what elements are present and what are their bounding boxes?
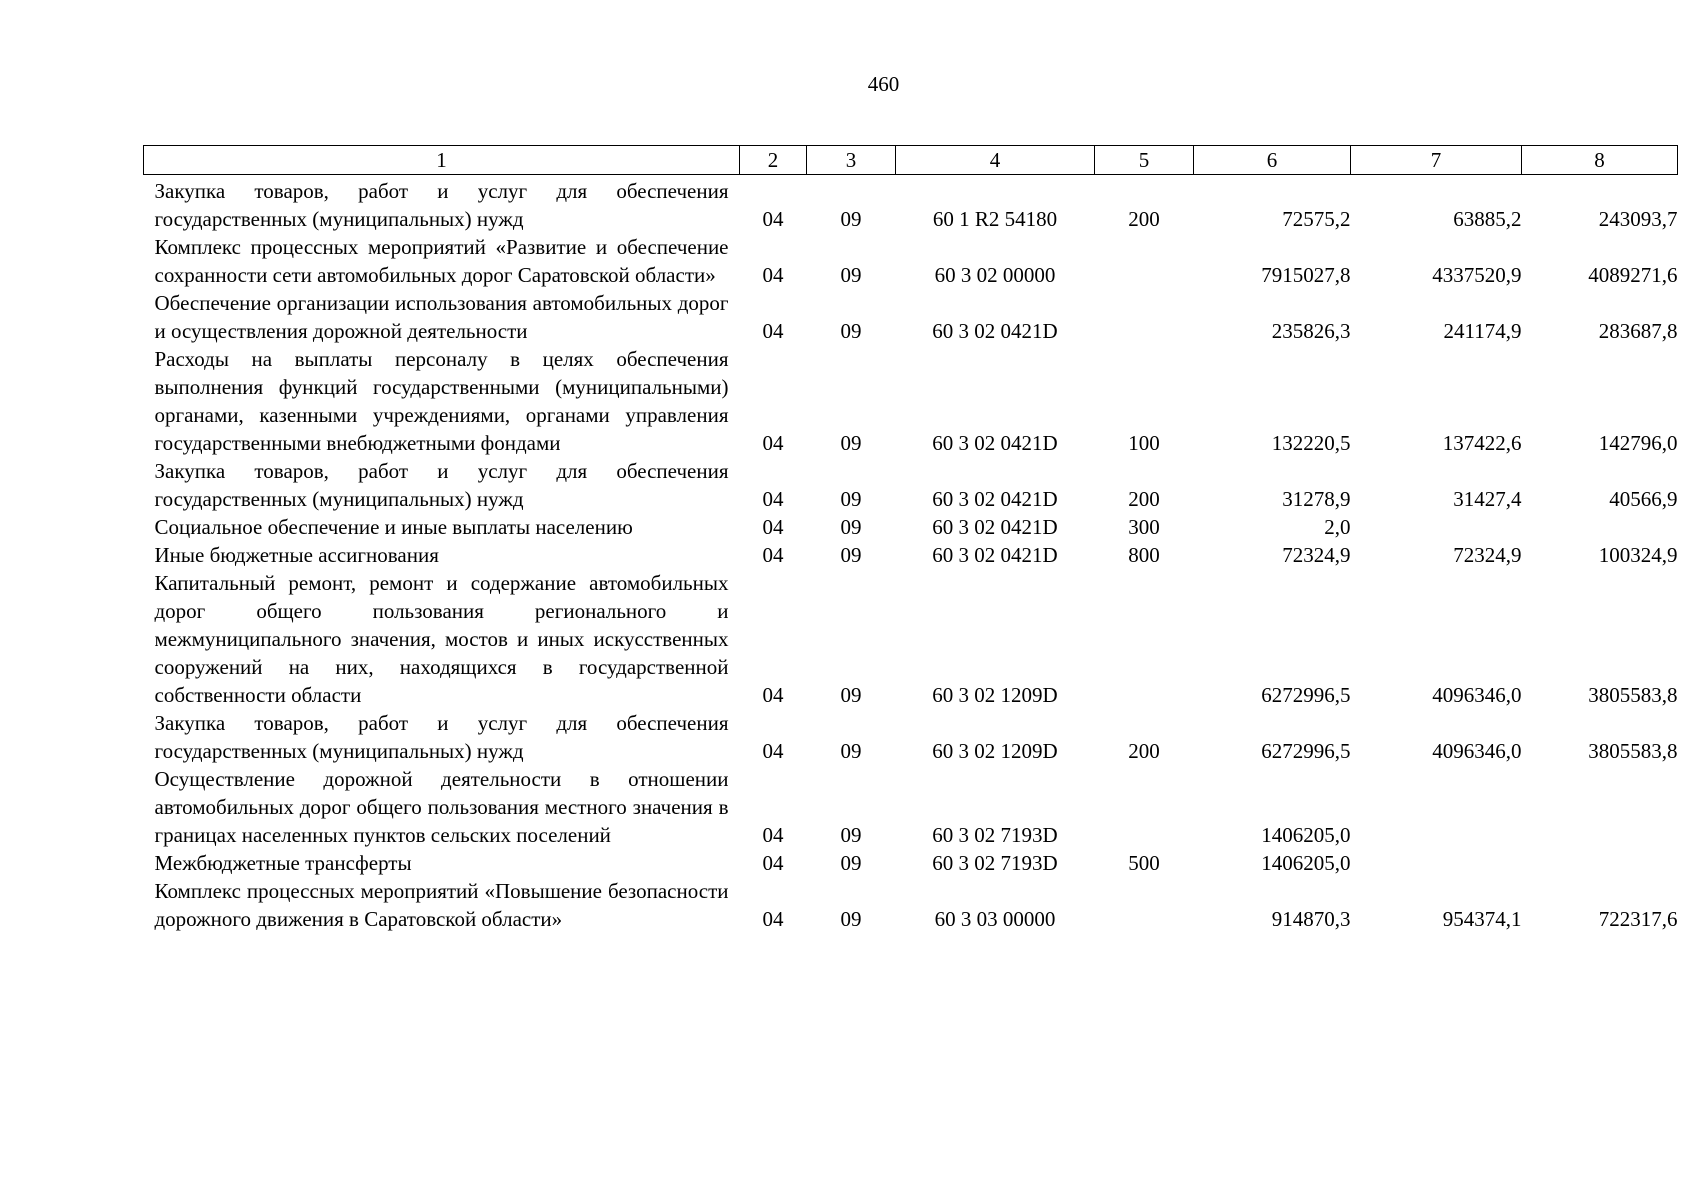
table-row bbox=[144, 457, 1678, 513]
table-row bbox=[144, 175, 1678, 234]
section-code: 04 bbox=[762, 515, 784, 539]
amount-col-6: 7915027,8 bbox=[1261, 263, 1351, 287]
subsection-code: 09 bbox=[840, 515, 862, 539]
amount-col-8: 100324,9 bbox=[1598, 543, 1678, 567]
section-code: 04 bbox=[762, 543, 784, 567]
expense-name: Капитальный ремонт, ремонт и содержание автомобильных дорог общего пользования регионального и межмуниципального значения, мостов и иных искусственных сооружений на них, находящихся в государственной собственности области bbox=[154, 571, 729, 707]
subsection-code: 09 bbox=[840, 907, 862, 931]
subsection-code: 09 bbox=[840, 851, 862, 875]
expense-type-code: 100 bbox=[1128, 431, 1160, 455]
table-row bbox=[144, 233, 1678, 289]
amount-col-6: 1406205,0 bbox=[1261, 823, 1351, 847]
amount-col-8: 40566,9 bbox=[1609, 487, 1678, 511]
section-code: 04 bbox=[762, 207, 784, 231]
target-article-code: 60 3 03 00000 bbox=[934, 907, 1056, 931]
amount-col-7: 63885,2 bbox=[1453, 207, 1522, 231]
amount-col-7: 954374,1 bbox=[1442, 907, 1522, 931]
subsection-code: 09 bbox=[840, 319, 862, 343]
header-cell: 7 bbox=[1351, 146, 1522, 175]
header-cell: 3 bbox=[807, 146, 896, 175]
expense-name: Расходы на выплаты персоналу в целях обеспечения выполнения функций государственными (муниципальными) органами, казенными учреждениями, органами управления государственными внебюджетными фондами bbox=[154, 347, 729, 455]
amount-col-8 bbox=[1522, 513, 1678, 541]
amount-col-7: 4096346,0 bbox=[1432, 683, 1522, 707]
amount-col-8: 3805583,8 bbox=[1588, 739, 1678, 763]
subsection-code: 09 bbox=[840, 207, 862, 231]
header-cell: 6 bbox=[1194, 146, 1351, 175]
target-article-code: 60 3 02 0421D bbox=[932, 319, 1058, 343]
target-article-code: 60 3 02 7193D bbox=[932, 851, 1058, 875]
amount-col-8: 243093,7 bbox=[1598, 207, 1678, 231]
expense-type-code bbox=[1095, 877, 1194, 933]
expense-type-code: 300 bbox=[1128, 515, 1160, 539]
expense-name: Межбюджетные трансферты bbox=[154, 851, 412, 875]
subsection-code: 09 bbox=[840, 683, 862, 707]
table-row bbox=[144, 513, 1678, 541]
amount-col-6: 31278,9 bbox=[1282, 487, 1351, 511]
amount-col-7: 4337520,9 bbox=[1432, 263, 1522, 287]
amount-col-7: 241174,9 bbox=[1443, 319, 1522, 343]
amount-col-6: 2,0 bbox=[1324, 515, 1351, 539]
header-row bbox=[144, 146, 1678, 175]
expense-type-code: 800 bbox=[1128, 543, 1160, 567]
amount-col-8: 142796,0 bbox=[1598, 431, 1678, 455]
target-article-code: 60 3 02 1209D bbox=[932, 683, 1058, 707]
amount-col-7 bbox=[1351, 765, 1522, 849]
expense-name: Комплекс процессных мероприятий «Повышение безопасности дорожного движения в Саратовской области» bbox=[154, 879, 729, 931]
amount-col-6: 72324,9 bbox=[1282, 543, 1351, 567]
header-cell: 8 bbox=[1522, 146, 1678, 175]
amount-col-6: 6272996,5 bbox=[1261, 739, 1351, 763]
expense-name: Иные бюджетные ассигнования bbox=[154, 543, 439, 567]
budget-table bbox=[143, 145, 1678, 933]
expense-type-code bbox=[1095, 569, 1194, 709]
expense-type-code bbox=[1095, 233, 1194, 289]
section-code: 04 bbox=[762, 683, 784, 707]
subsection-code: 09 bbox=[840, 739, 862, 763]
amount-col-6: 235826,3 bbox=[1271, 319, 1351, 343]
section-code: 04 bbox=[762, 487, 784, 511]
table-row bbox=[144, 541, 1678, 569]
amount-col-8: 722317,6 bbox=[1598, 907, 1678, 931]
section-code: 04 bbox=[762, 319, 784, 343]
section-code: 04 bbox=[762, 823, 784, 847]
target-article-code: 60 3 02 7193D bbox=[932, 823, 1058, 847]
expense-type-code: 200 bbox=[1128, 207, 1160, 231]
subsection-code: 09 bbox=[840, 487, 862, 511]
target-article-code: 60 3 02 0421D bbox=[932, 543, 1058, 567]
expense-name: Осуществление дорожной деятельности в отношении автомобильных дорог общего пользования местного значения в границах населенных пунктов сельских поселений bbox=[154, 767, 729, 847]
amount-col-8 bbox=[1522, 849, 1678, 877]
target-article-code: 60 3 02 0421D bbox=[932, 515, 1058, 539]
expense-type-code bbox=[1095, 765, 1194, 849]
amount-col-7: 72324,9 bbox=[1453, 543, 1522, 567]
expense-name: Закупка товаров, работ и услуг для обеспечения государственных (муниципальных) нужд bbox=[154, 459, 729, 511]
amount-col-6: 132220,5 bbox=[1271, 431, 1351, 455]
amount-col-7 bbox=[1351, 513, 1522, 541]
table-row bbox=[144, 289, 1678, 345]
amount-col-6: 6272996,5 bbox=[1261, 683, 1351, 707]
subsection-code: 09 bbox=[840, 543, 862, 567]
amount-col-8: 283687,8 bbox=[1598, 319, 1678, 343]
section-code: 04 bbox=[762, 739, 784, 763]
target-article-code: 60 3 02 0421D bbox=[932, 487, 1058, 511]
expense-name: Социальное обеспечение и иные выплаты населению bbox=[154, 515, 633, 539]
amount-col-8: 4089271,6 bbox=[1588, 263, 1678, 287]
target-article-code: 60 3 02 0421D bbox=[932, 431, 1058, 455]
amount-col-6: 1406205,0 bbox=[1261, 851, 1351, 875]
amount-col-8: 3805583,8 bbox=[1588, 683, 1678, 707]
expense-name: Комплекс процессных мероприятий «Развитие и обеспечение сохранности сети автомобильных дорог Саратовской области» bbox=[154, 235, 729, 287]
table-body bbox=[144, 175, 1678, 934]
expense-name: Обеспечение организации использования автомобильных дорог и осуществления дорожной деятельности bbox=[154, 291, 729, 343]
table-row bbox=[144, 709, 1678, 765]
section-code: 04 bbox=[762, 263, 784, 287]
amount-col-7: 31427,4 bbox=[1453, 487, 1522, 511]
amount-col-8 bbox=[1522, 765, 1678, 849]
header-cell: 1 bbox=[144, 146, 740, 175]
table-row bbox=[144, 877, 1678, 933]
amount-col-7 bbox=[1351, 849, 1522, 877]
expense-name: Закупка товаров, работ и услуг для обеспечения государственных (муниципальных) нужд bbox=[154, 179, 729, 231]
header-cell: 2 bbox=[740, 146, 807, 175]
amount-col-6: 914870,3 bbox=[1271, 907, 1351, 931]
table-row bbox=[144, 345, 1678, 457]
amount-col-6: 72575,2 bbox=[1282, 207, 1351, 231]
expense-type-code: 200 bbox=[1128, 487, 1160, 511]
page-number: 460 bbox=[867, 72, 900, 96]
target-article-code: 60 1 R2 54180 bbox=[932, 207, 1058, 231]
subsection-code: 09 bbox=[840, 263, 862, 287]
target-article-code: 60 3 02 00000 bbox=[934, 263, 1056, 287]
amount-col-7: 4096346,0 bbox=[1432, 739, 1522, 763]
table-row bbox=[144, 569, 1678, 709]
target-article-code: 60 3 02 1209D bbox=[932, 739, 1058, 763]
header-cell: 5 bbox=[1095, 146, 1194, 175]
subsection-code: 09 bbox=[840, 431, 862, 455]
amount-col-7: 137422,6 bbox=[1442, 431, 1522, 455]
table-row bbox=[144, 849, 1678, 877]
expense-type-code: 500 bbox=[1128, 851, 1160, 875]
section-code: 04 bbox=[762, 907, 784, 931]
section-code: 04 bbox=[762, 851, 784, 875]
header-cell: 4 bbox=[896, 146, 1095, 175]
expense-name: Закупка товаров, работ и услуг для обеспечения государственных (муниципальных) нужд bbox=[154, 711, 729, 763]
table-row bbox=[144, 765, 1678, 849]
expense-type-code: 200 bbox=[1128, 739, 1160, 763]
section-code: 04 bbox=[762, 431, 784, 455]
subsection-code: 09 bbox=[840, 823, 862, 847]
expense-type-code bbox=[1095, 289, 1194, 345]
